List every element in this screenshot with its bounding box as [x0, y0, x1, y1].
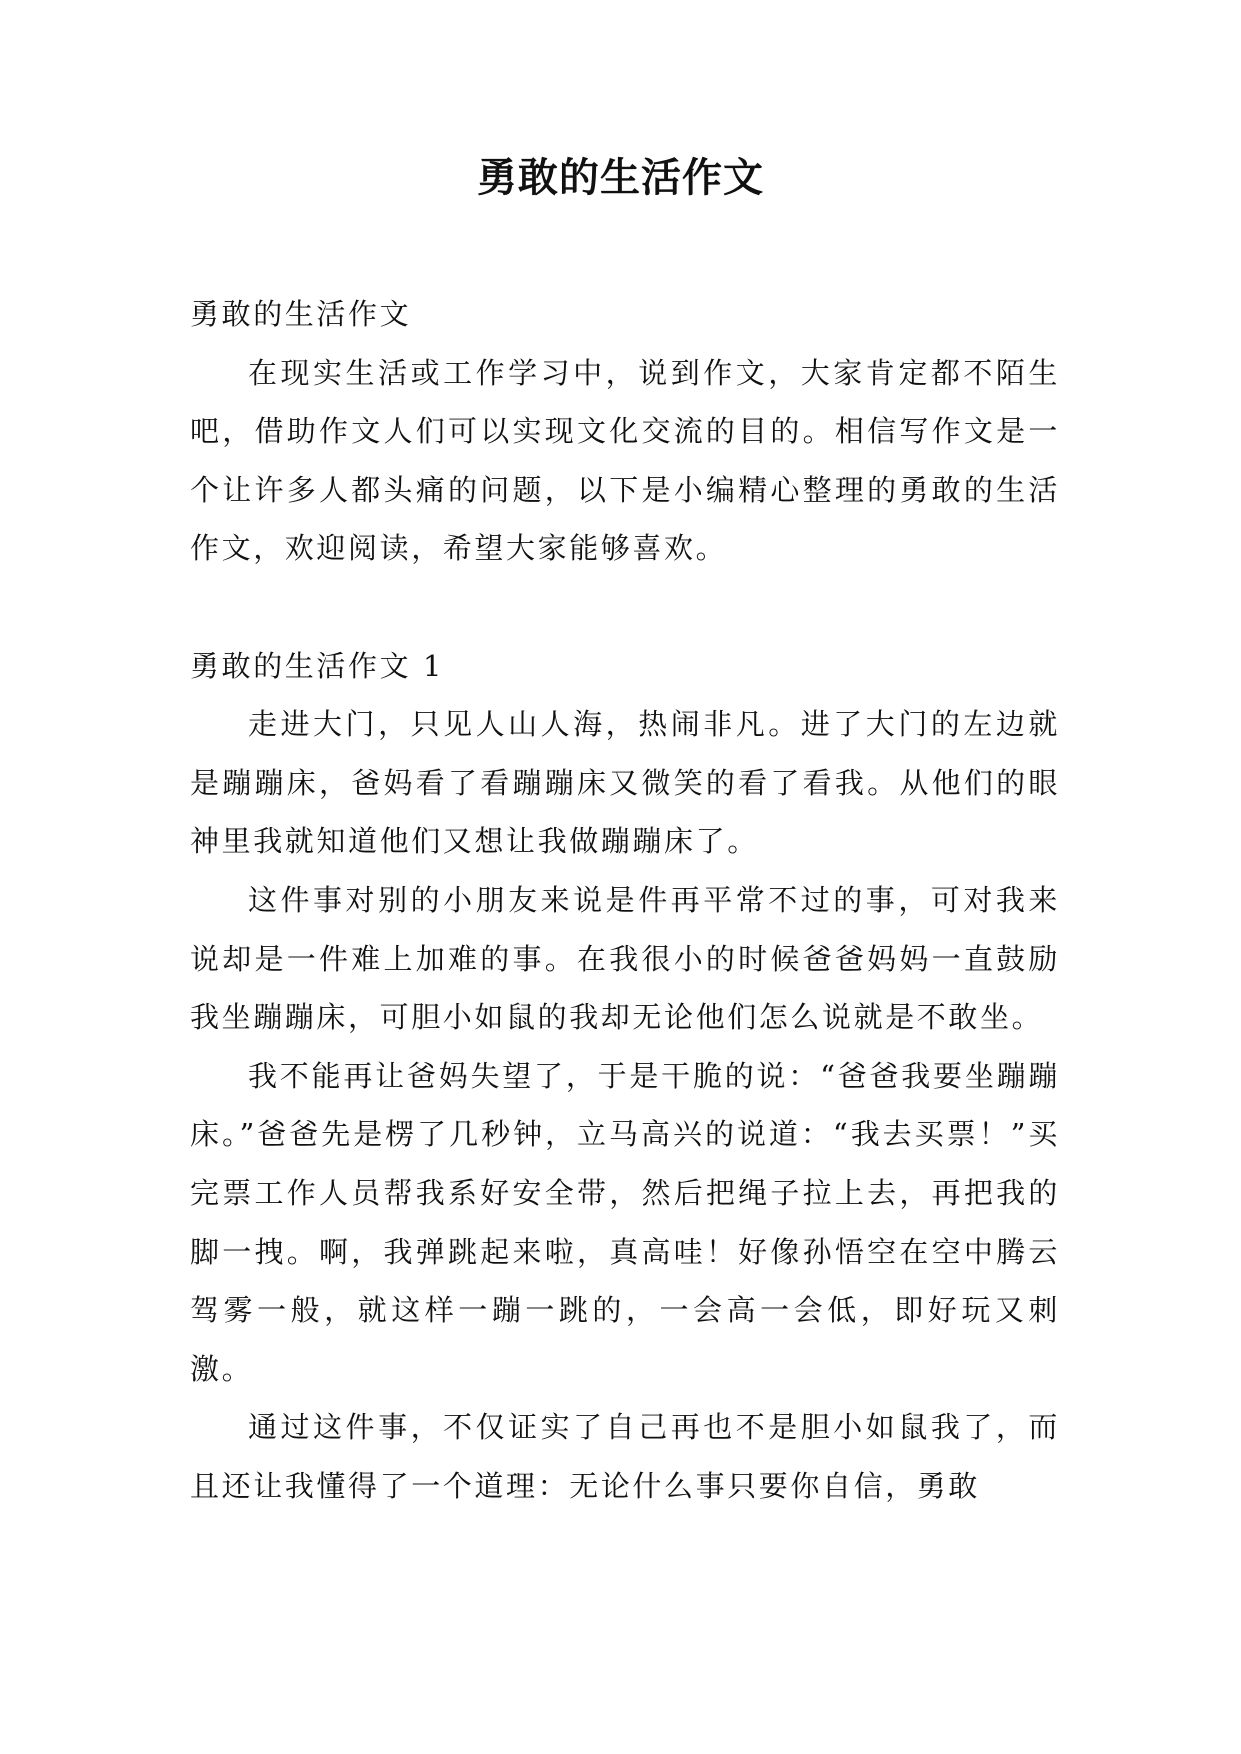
intro-heading: 勇敢的生活作文: [190, 297, 412, 331]
body-paragraph-1: 走进大门，只见人山人海，热闹非凡。进了大门的左边就是蹦蹦床，爸妈看了看蹦蹦床又微笑的看了看我。从他们的眼神里我就知道他们又想让我做蹦蹦床了。: [190, 707, 1060, 859]
section-heading: 勇敢的生活作文 1: [190, 648, 445, 683]
body-paragraph-3: 我不能再让爸妈失望了，于是干脆的说：“爸爸我要坐蹦蹦床。”爸爸先是楞了几秒钟，立马高兴的说道：“我去买票！”买完票工作人员帮我系好安全带，然后把绳子拉上去，再把我的脚一拽。啊，我弹跳起来啦，真高哇！好像孙悟空在空中腾云驾雾一般，就这样一蹦一跳的，一会高一会低，即好玩又刺激。: [190, 1058, 1060, 1386]
document-body: [190, 285, 1060, 1515]
document-title: 勇敢的生活作文: [477, 154, 764, 201]
body-paragraph-4: 通过这件事，不仅证实了自己再也不是胆小如鼠我了，而且还让我懂得了一个道理：无论什么事只要你自信，勇敢: [190, 1410, 1060, 1503]
paragraph-spacer: [190, 578, 1060, 637]
intro-paragraph: 在现实生活或工作学习中，说到作文，大家肯定都不陌生吧，借助作文人们可以实现文化交流的目的。相信写作文是一个让许多人都头痛的问题，以下是小编精心整理的勇敢的生活作文，欢迎阅读，希望大家能够喜欢。: [190, 355, 1060, 566]
body-paragraph-2: 这件事对别的小朋友来说是件再平常不过的事，可对我来说却是一件难上加难的事。在我很小的时候爸爸妈妈一直鼓励我坐蹦蹦床，可胆小如鼠的我却无论他们怎么说就是不敢坐。: [190, 882, 1060, 1035]
